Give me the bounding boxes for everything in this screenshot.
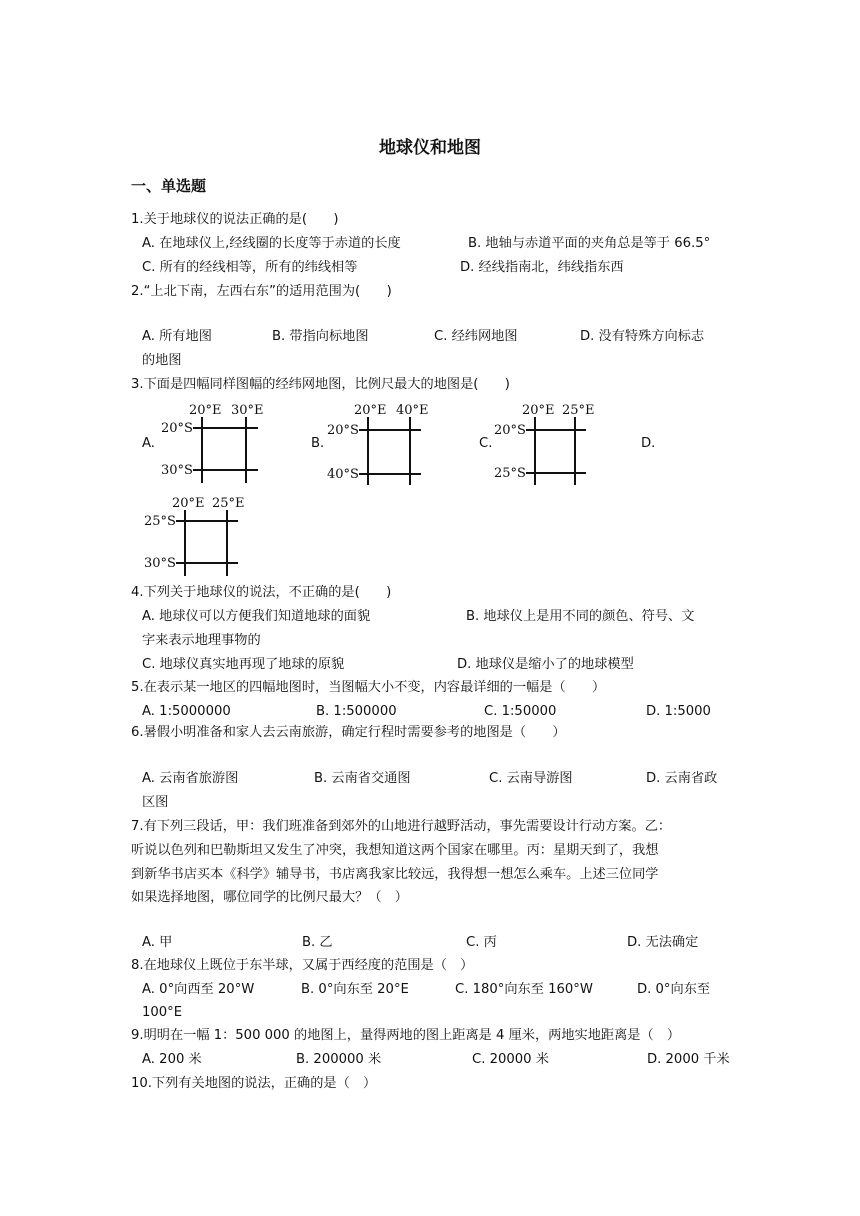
question-4-stem: 4.下列关于地球仪的说法，不正确的是( ) <box>131 585 392 600</box>
map-c-lon-east: 25°E <box>562 403 595 418</box>
map-a-lon-east: 30°E <box>231 403 264 418</box>
page-title: 地球仪和地图 <box>379 138 481 158</box>
question-10-stem: 10.下列有关地图的说法，正确的是（ ） <box>131 1076 377 1091</box>
map-b-lat-south: 40°S <box>327 467 359 482</box>
q8-option-c: C. 180°向东至 160°W <box>455 982 593 997</box>
q1-option-a: A. 在地球仪上,经线圈的长度等于赤道的长度 <box>142 236 401 251</box>
q3-option-d: D. <box>641 436 656 451</box>
q2-option-d: D. 没有特殊方向标志 <box>580 329 705 344</box>
q2-option-b: B. 带指向标地图 <box>272 329 369 344</box>
map-a-lat-north: 20°S <box>161 421 193 436</box>
question-3-stem: 3.下面是四幅同样图幅的经纬网地图，比例尺最大的地图是( ) <box>131 377 510 392</box>
question-8-stem: 8.在地球仪上既位于东半球，又属于西经度的范围是（ ） <box>131 958 474 973</box>
map-c-lat-north: 20°S <box>494 423 526 438</box>
graticule-map-c <box>492 401 600 485</box>
question-9-stem: 9.明明在一幅 1：500 000 的地图上，量得两地的图上距离是 4 厘米，两地实地距离是（ ） <box>131 1028 681 1043</box>
q4-option-a: A. 地球仪可以方便我们知道地球的面貌 <box>142 609 371 624</box>
q7-option-a: A. 甲 <box>142 935 173 950</box>
q6-option-a: A. 云南省旅游图 <box>142 771 239 786</box>
q1-option-b: B. 地轴与赤道平面的夹角总是等于 66.5° <box>468 236 711 251</box>
q7-option-c: C. 丙 <box>466 935 497 950</box>
question-2-stem: 2.“上北下南，左西右东”的适用范围为( ) <box>131 284 392 299</box>
q8-option-b: B. 0°向东至 20°E <box>301 982 409 997</box>
q6-option-d-cont: 区图 <box>142 795 169 810</box>
map-d-lat-south: 30°S <box>144 556 176 571</box>
graticule-map-d <box>142 492 250 576</box>
q8-option-a: A. 0°向西至 20°W <box>142 982 255 997</box>
map-d-lat-north: 25°S <box>144 514 176 529</box>
q4-option-c: C. 地球仪真实地再现了地球的原貌 <box>142 657 345 672</box>
graticule-map-a <box>157 401 265 485</box>
question-7-stem-line-1: 7.有下列三段话，甲：我们班准备到郊外的山地进行越野活动，事先需要设计行动方案。乙： <box>131 819 672 834</box>
question-7-stem-line-3: 到新华书店买本《科学》辅导书，书店离我家比较远，我得想一想怎么乘车。上述三位同学 <box>131 867 659 882</box>
q8-option-d: D. 0°向东至 <box>637 982 711 997</box>
section-heading: 一、单选题 <box>131 177 207 195</box>
q1-option-c: C. 所有的经线相等，所有的纬线相等 <box>142 260 358 275</box>
map-b-lat-north: 20°S <box>327 423 359 438</box>
map-b-lon-west: 20°E <box>354 403 387 418</box>
q5-option-b: B. 1:500000 <box>316 704 397 719</box>
q9-option-d: D. 2000 千米 <box>647 1052 730 1067</box>
q3-option-a: A. <box>142 436 155 451</box>
q2-option-c: C. 经纬网地图 <box>434 329 518 344</box>
q6-option-d: D. 云南省政 <box>646 771 718 786</box>
map-b-lon-east: 40°E <box>396 403 429 418</box>
q5-option-d: D. 1:5000 <box>646 704 711 719</box>
map-a-lat-south: 30°S <box>161 463 193 478</box>
map-a-lon-west: 20°E <box>189 403 222 418</box>
q4-option-d: D. 地球仪是缩小了的地球模型 <box>457 657 634 672</box>
q9-option-c: C. 20000 米 <box>472 1052 549 1067</box>
question-1-stem: 1.关于地球仪的说法正确的是( ) <box>131 212 339 227</box>
q8-option-d-cont: 100°E <box>142 1005 183 1020</box>
q4-option-b: B. 地球仪上是用不同的颜色、符号、文 <box>466 609 695 624</box>
q6-option-c: C. 云南导游图 <box>489 771 573 786</box>
q2-option-d-cont: 的地图 <box>142 353 182 368</box>
q1-option-d: D. 经线指南北，纬线指东西 <box>460 260 624 275</box>
question-7-stem-line-2: 听说以色列和巴勒斯坦又发生了冲突，我想知道这两个国家在哪里。丙：星期天到了，我想 <box>131 843 659 858</box>
q9-option-b: B. 200000 米 <box>296 1052 382 1067</box>
q7-option-d: D. 无法确定 <box>627 935 699 950</box>
map-d-lon-west: 20°E <box>172 496 205 511</box>
question-6-stem: 6.暑假小明准备和家人去云南旅游，确定行程时需要参考的地图是（ ） <box>131 725 566 740</box>
q7-option-b: B. 乙 <box>302 935 333 950</box>
q2-option-a: A. 所有地图 <box>142 329 212 344</box>
q6-option-b: B. 云南省交通图 <box>314 771 411 786</box>
graticule-map-b <box>325 401 433 485</box>
q3-option-c: C. <box>479 436 493 451</box>
q3-option-b: B. <box>311 436 325 451</box>
q4-option-b-cont: 字来表示地理事物的 <box>142 633 261 648</box>
map-d-lon-east: 25°E <box>212 496 245 511</box>
q5-option-a: A. 1:5000000 <box>142 704 231 719</box>
q9-option-a: A. 200 米 <box>142 1052 202 1067</box>
q5-option-c: C. 1:50000 <box>484 704 557 719</box>
question-7-stem-line-4: 如果选择地图，哪位同学的比例尺最大？（ ） <box>131 890 408 905</box>
question-5-stem: 5.在表示某一地区的四幅地图时，当图幅大小不变，内容最详细的一幅是（ ） <box>131 680 606 695</box>
map-c-lat-south: 25°S <box>494 466 526 481</box>
map-c-lon-west: 20°E <box>522 403 555 418</box>
